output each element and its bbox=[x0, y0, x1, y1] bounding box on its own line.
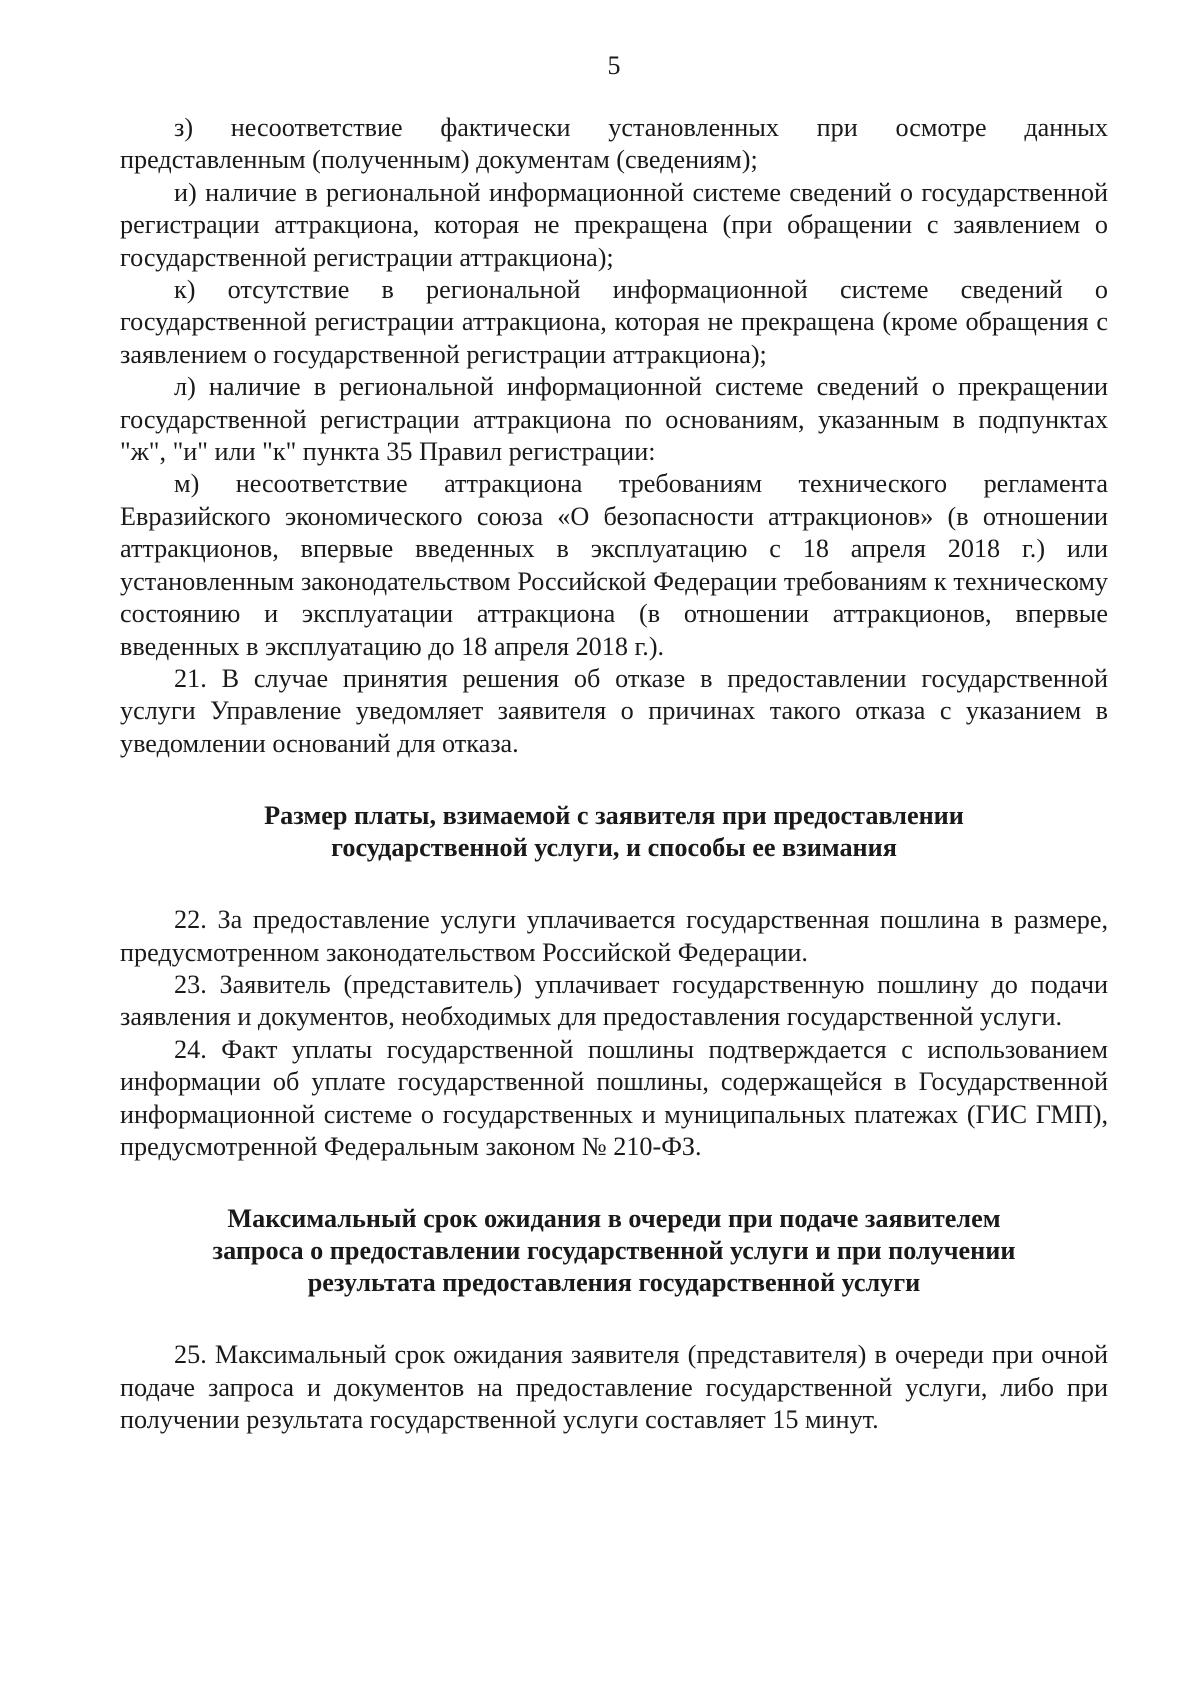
heading-line: Размер платы, взимаемой с заявителя при предоставлении bbox=[264, 801, 964, 831]
paragraph-k: к) отсутствие в региональной информационной системе сведений о государственной регистрации аттракциона, которая не прекращена (кроме обращения с заявлением о государственной регистрации аттракциона); bbox=[120, 275, 1108, 369]
heading-line: Максимальный срок ожидания в очереди при подаче заявителем bbox=[227, 1204, 1001, 1234]
heading-line: государственной услуги, и способы ее взимания bbox=[331, 833, 897, 863]
document-body bbox=[120, 112, 1108, 1437]
page-number: 5 bbox=[607, 51, 621, 80]
paragraph-23: 23. Заявитель (представитель) уплачивает государственную пошлину до подачи заявления и документов, необходимых для предоставления государственной услуги. bbox=[120, 969, 1108, 1032]
paragraph-m: м) несоответствие аттракциона требованиям технического регламента Евразийского экономического союза «О безопасности аттракционов» (в отношении аттракционов, впервые введенных в эксплуатацию с 18 апреля 2018 г.) или установленным законодательством Российской Федерации требованиям к техническому состоянию и эксплуатации аттракциона (в отношении аттракционов, впервые введенных в эксплуатацию до 18 апреля 2018 г.). bbox=[120, 469, 1108, 661]
paragraph-22: 22. За предоставление услуги уплачивается государственная пошлина в размере, предусмотренном законодательством Российской Федерации. bbox=[120, 905, 1108, 967]
section-heading-waiting-time bbox=[120, 1203, 1108, 1299]
heading-line: результата предоставления государственной услуги bbox=[307, 1268, 921, 1298]
paragraph-24: 24. Факт уплаты государственной пошлины подтверждается с использованием информации об уплате государственной пошлины, содержащейся в Государственной информационной системе о государственных и муниципальных платежах (ГИС ГМП), предусмотренной Федеральным законом № 210-ФЗ. bbox=[120, 1034, 1108, 1161]
paragraph-i: и) наличие в региональной информационной системе сведений о государственной регистрации аттракциона, которая не прекращена (при обращении с заявлением о государственной регистрации аттракциона); bbox=[120, 177, 1108, 272]
heading-line: запроса о предоставлении государственной услуги и при получении bbox=[212, 1236, 1016, 1266]
paragraph-21: 21. В случае принятия решения об отказе в предоставлении государственной услуги Управление уведомляет заявителя о причинах такого отказа с указанием в уведомлении оснований для отказа. bbox=[120, 663, 1108, 758]
paragraph-25: 25. Максимальный срок ожидания заявителя (представителя) в очереди при очной подаче запроса и документов на предоставление государственной услуги, либо при получении результата государственной услуги составляет 15 минут. bbox=[120, 1340, 1108, 1435]
paragraph-z: з) несоответствие фактически установленных при осмотре данных представленным (полученным) документам (сведениям); bbox=[120, 113, 1108, 175]
section-heading-fee bbox=[120, 800, 1108, 864]
paragraph-l: л) наличие в региональной информационной системе сведений о прекращении государственной регистрации аттракциона по основаниям, указанным в подпунктах "ж", "и" или "к" пункта 35 Правил регистрации: bbox=[120, 372, 1108, 467]
